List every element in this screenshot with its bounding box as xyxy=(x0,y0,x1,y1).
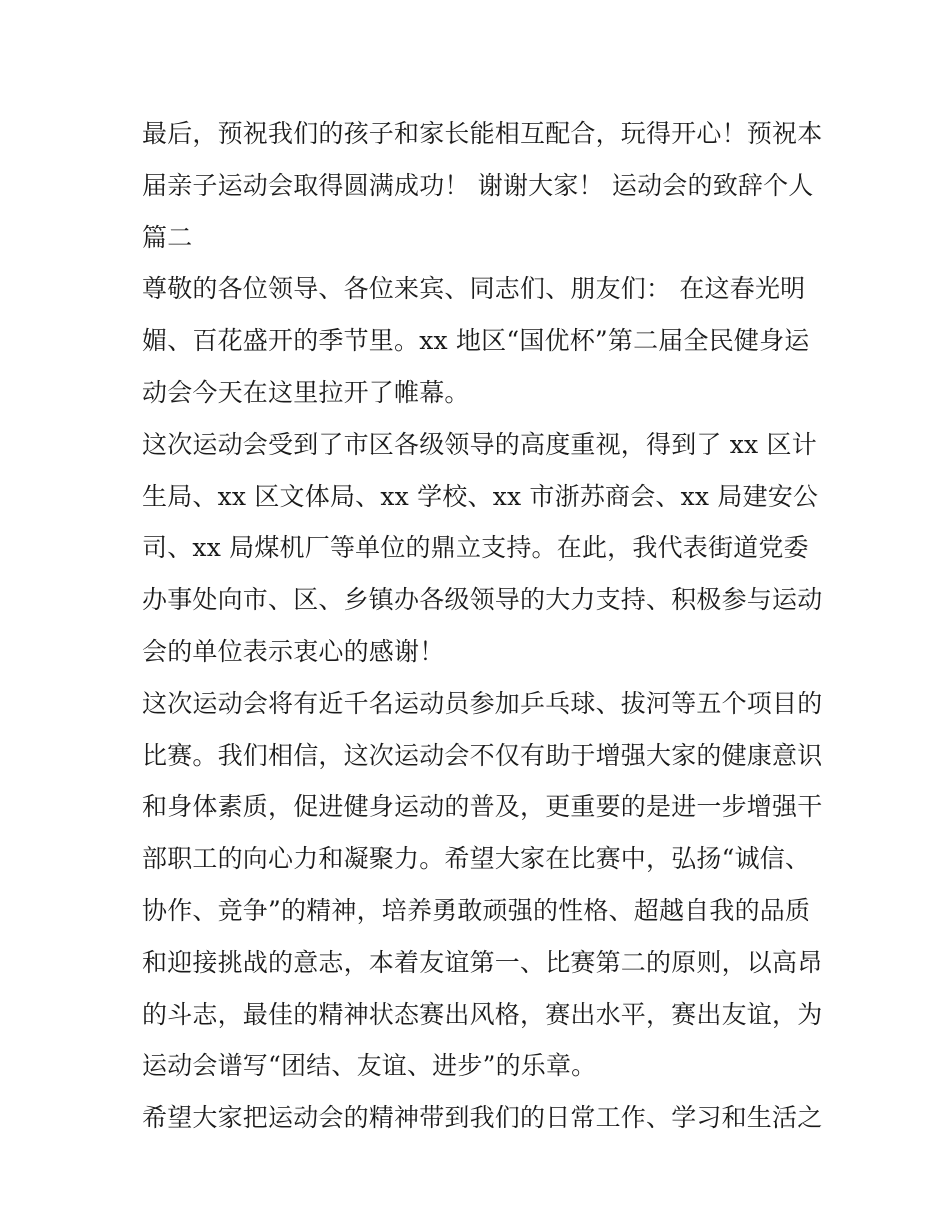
text-line: 办事处向市、区、乡镇办各级领导的大力支持、积极参与运动 xyxy=(142,585,822,615)
text-line: 动会今天在这里拉开了帷幕。 xyxy=(142,377,470,407)
text-line: 媚、百花盛开的季节里。xx 地区“国优杯”第二届全民健身运 xyxy=(142,326,810,356)
text-line: 会的单位表示衷心的感谢！ xyxy=(142,636,445,666)
text-line: 运动会谱写“团结、友谊、进步”的乐章。 xyxy=(142,1051,597,1081)
text-line: 协作、竞争”的精神，培养勇敢顽强的性格、超越自我的品质 xyxy=(142,895,811,925)
section-heading: 篇二 xyxy=(142,222,193,252)
text-line: 最后，预祝我们的孩子和家长能相互配合，玩得开心！预祝本 xyxy=(142,119,822,148)
text-line: 和迎接挑战的意志，本着友谊第一、比赛第二的原则，以高昂 xyxy=(142,947,822,977)
text-line: 司、xx 局煤机厂等单位的鼎立支持。在此，我代表街道党委 xyxy=(142,533,809,563)
text-line: 届亲子运动会取得圆满成功！ 谢谢大家！ 运动会的致辞个人 xyxy=(142,170,814,200)
text-line: 比赛。我们相信，这次运动会不仅有助于增强大家的健康意识 xyxy=(142,740,822,770)
text-line: 尊敬的各位领导、各位来宾、同志们、朋友们： 在这春光明 xyxy=(142,274,806,304)
text-line: 希望大家把运动会的精神带到我们的日常工作、学习和生活之 xyxy=(142,1103,822,1133)
text-line: 这次运动会将有近千名运动员参加乒乓球、拔河等五个项目的 xyxy=(142,688,822,718)
text-line: 这次运动会受到了市区各级领导的高度重视，得到了 xx 区计 xyxy=(142,429,817,459)
document-body xyxy=(142,108,822,1144)
text-line: 的斗志，最佳的精神状态赛出风格，赛出水平，赛出友谊，为 xyxy=(142,999,822,1029)
text-line: 生局、xx 区文体局、xx 学校、xx 市浙苏商会、xx 局建安公 xyxy=(142,481,819,511)
text-line: 部职工的向心力和凝聚力。希望大家在比赛中，弘扬“诚信、 xyxy=(142,844,811,874)
text-line: 和身体素质，促进健身运动的普及，更重要的是进一步增强干 xyxy=(142,792,822,822)
